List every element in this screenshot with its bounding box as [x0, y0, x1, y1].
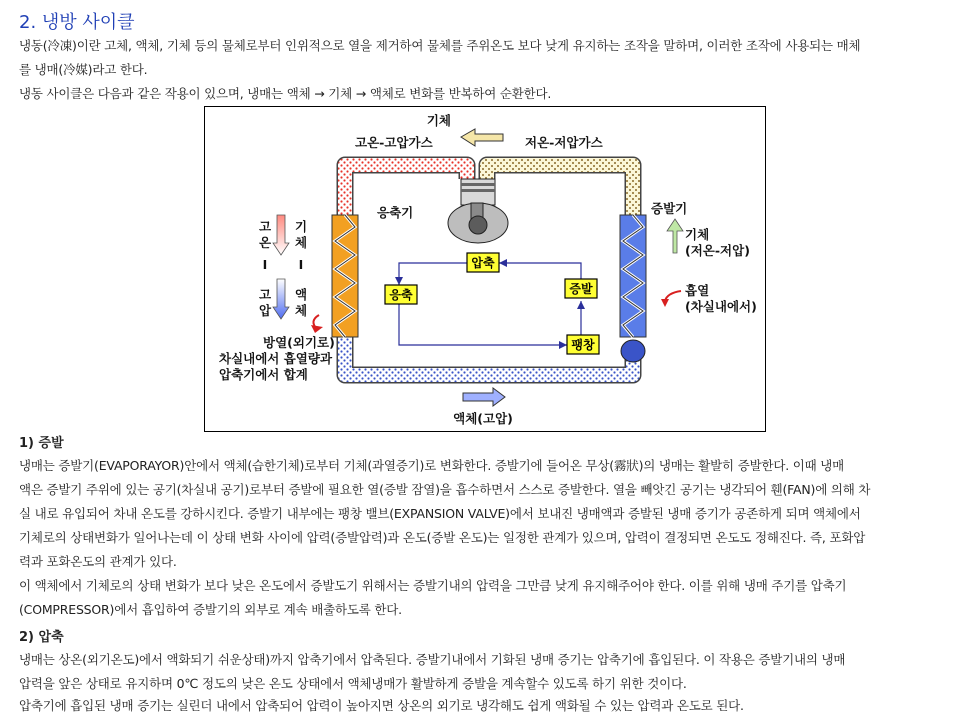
left-down-arrow — [273, 215, 289, 319]
top-gas-label: 기체 — [426, 113, 451, 128]
intro-line-2: 를 냉매(冷媒)라고 한다. — [19, 62, 148, 77]
svg-text:고: 고 — [258, 219, 272, 234]
left-state-temp — [258, 219, 272, 318]
right-gas-label: 기체 — [685, 227, 710, 242]
box-evaporate — [565, 279, 597, 298]
absorb-sub: (차실내에서) — [685, 299, 757, 314]
svg-text:응축: 응축 — [389, 288, 413, 302]
condenser-label: 응축기 — [377, 205, 414, 220]
release-label-1: 방열(외기로) — [263, 335, 335, 350]
box-compress — [467, 253, 499, 272]
svg-text:액: 액 — [294, 287, 308, 302]
section1-line-5: 력과 포화온도의 관계가 있다. — [19, 554, 177, 569]
cold-gas-label: 저온-저압가스 — [525, 135, 603, 150]
svg-text:체: 체 — [294, 235, 308, 250]
svg-text:압축: 압축 — [471, 256, 495, 270]
right-up-arrow — [667, 219, 683, 253]
svg-text:고: 고 — [258, 287, 272, 302]
section2-line-3: 압축기에 흡입된 냉매 증기는 실린더 내에서 압축되어 압력이 높아지면 상온의 외기로 냉각해도 쉽게 액화될 수 있는 압력과 온도로 된다. — [19, 698, 744, 713]
intro-line-1: 냉동(冷凍)이란 고체, 액체, 기체 등의 물체로부터 인위적으로 열을 제거하여 물체를 주위온도 보다 낮게 유지하는 조작을 말하며, 이러한 조작에 사용되는 매체 — [19, 38, 861, 53]
section1-line-2: 액은 증발기 주위에 있는 공기(차실내 공기)로부터 증발에 필요한 열(증발 잠열)을 흡수하면서 스스로 증발한다. 열을 빼앗긴 공기는 냉각되어 휀(FAN)에 의해 차 — [19, 482, 871, 497]
evaporator-unit — [620, 215, 646, 362]
top-gas-arrow — [461, 129, 503, 146]
bottom-liquid-label: 액체(고압) — [453, 411, 513, 426]
refrigeration-cycle-diagram — [204, 106, 766, 432]
svg-text:I: I — [262, 257, 268, 272]
section1-line-3: 실 내로 유입되어 차내 온도를 강하시킨다. 증발기 내부에는 팽창 밸브(EXPANSION VALVE)에서 보내진 냉매액과 증발된 냉매 증기가 공존하게 되며 액체에서 — [19, 506, 861, 521]
page-title: 2. 냉방 사이클 — [19, 12, 135, 33]
svg-text:증발: 증발 — [569, 282, 593, 296]
svg-text:I: I — [298, 257, 304, 272]
bottom-liquid-arrow — [463, 388, 505, 406]
svg-text:팽창: 팽창 — [571, 338, 595, 352]
svg-text:기: 기 — [294, 219, 308, 234]
intro-line-3: 냉동 사이클은 다음과 같은 작용이 있으며, 냉매는 액체 → 기체 → 액체로 변화를 반복하여 순환한다. — [19, 86, 552, 101]
condenser-unit — [332, 215, 358, 337]
absorb-label: 흡열 — [685, 283, 710, 298]
release-label-3: 압축기에서 합계 — [219, 367, 308, 382]
compressor-icon — [448, 179, 508, 243]
section1-line-1: 냉매는 증발기(EVAPORAYOR)안에서 액체(습한기체)로부터 기체(과열증기)로 변화한다. 증발기에 들어온 무상(霧狀)의 냉매는 활발히 증발한다. 이때 냉매 — [19, 458, 845, 473]
right-gas-sub: (저온-저압) — [685, 243, 750, 258]
svg-text:온: 온 — [258, 235, 272, 250]
section-heading-evaporation: 1) 증발 — [19, 436, 64, 451]
section-heading-compression: 2) 압축 — [19, 630, 64, 645]
section1-line-7: (COMPRESSOR)에서 흡입하여 증발기의 외부로 계속 배출하도록 한다. — [19, 602, 402, 617]
evaporator-label: 증발기 — [651, 201, 688, 216]
section1-line-4: 기체로의 상태변화가 일어나는데 이 상태 변화 사이에 압력(증발압력)과 온도(증발 온도)는 일정한 관계가 있으며, 압력이 결정되면 온도도 정해진다. 즉, 포화압 — [19, 530, 866, 545]
section2-line-1: 냉매는 상온(외기온도)에서 액화되기 쉬운상태)까지 압축기에서 압축된다. 증발기내에서 기화된 냉매 증기는 압축기에 흡입된다. 이 작용은 증발기내의 냉매 — [19, 652, 846, 667]
svg-text:압: 압 — [258, 303, 272, 318]
left-state-phase — [295, 219, 307, 318]
cycle-flow-lines — [399, 263, 581, 345]
section1-line-6: 이 액체에서 기체로의 상태 변화가 보다 낮은 온도에서 증발도기 위해서는 증발기내의 압력을 그만큼 낮게 유지해주어야 한다. 이를 위해 냉매 주기를 압축기 — [19, 578, 847, 593]
section2-line-2: 압력을 앞은 상태로 유지하며 0℃ 정도의 낮은 온도 상태에서 액체냉매가 활발하게 증발을 계속할수 있도록 하기 위한 것이다. — [19, 676, 687, 691]
svg-text:체: 체 — [294, 303, 308, 318]
box-condense — [385, 285, 417, 304]
hot-gas-label: 고온-고압가스 — [355, 135, 433, 150]
box-expand — [567, 335, 599, 354]
release-label-2: 차실내에서 흡열량과 — [219, 351, 333, 366]
